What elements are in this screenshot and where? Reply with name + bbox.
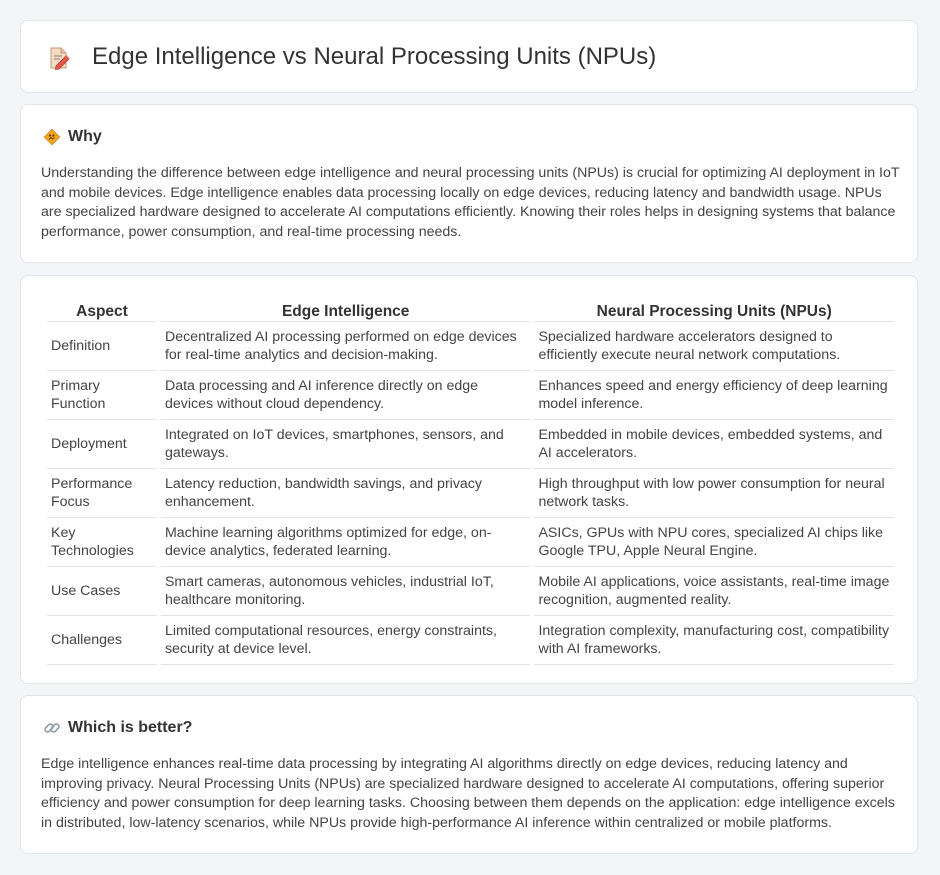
row-aspect: Deployment [47,420,157,469]
title-card [20,20,918,93]
why-section [20,104,918,263]
comparison-table-card [20,275,918,684]
row-edge-intelligence: Integrated on IoT devices, smartphones, sensors, and gateways. [161,420,531,469]
row-aspect: Use Cases [47,567,157,616]
page-title: Edge Intelligence vs Neural Processing Units (NPUs) [92,43,657,70]
header-npus: Neural Processing Units (NPUs) [534,296,894,322]
comparison-table [43,296,898,665]
document-pencil-icon [47,46,71,70]
row-edge-intelligence: Smart cameras, autonomous vehicles, industrial IoT, healthcare monitoring. [161,567,531,616]
header-aspect: Aspect [47,296,157,322]
why-heading: Why [68,128,102,145]
why-body: Understanding the difference between edge intelligence and neural processing units (NPUs) is crucial for optimizing AI deployment in IoT and mobile devices. Edge intelligence enables data processing locally on edge devices, reducing latency and bandwidth usage. NPUs are specialized hardware designed to accelerate AI computations efficiently. Knowing their roles helps in designing systems that balance performance, power consumption, and real-time processing needs. [41,165,900,240]
table-row [47,616,894,665]
row-edge-intelligence: Machine learning algorithms optimized for edge, on-device analytics, federated learning. [161,518,531,567]
header-edge-intelligence: Edge Intelligence [161,296,531,322]
table-row [47,469,894,518]
row-npus: Embedded in mobile devices, embedded systems, and AI accelerators. [534,420,894,469]
row-aspect: Key Technologies [47,518,157,567]
table-row [47,322,894,371]
row-aspect: Challenges [47,616,157,665]
warning-sign-icon [43,128,61,146]
link-icon [43,719,61,737]
row-edge-intelligence: Limited computational resources, energy constraints, security at device level. [161,616,531,665]
row-edge-intelligence: Latency reduction, bandwidth savings, and privacy enhancement. [161,469,531,518]
row-edge-intelligence: Decentralized AI processing performed on edge devices for real-time analytics and decision-making. [161,322,531,371]
row-npus: Enhances speed and energy efficiency of deep learning model inference. [534,371,894,420]
row-edge-intelligence: Data processing and AI inference directly on edge devices without cloud dependency. [161,371,531,420]
row-npus: Specialized hardware accelerators designed to efficiently execute neural network computations. [534,322,894,371]
table-row [47,371,894,420]
which-is-better-section [20,695,918,854]
better-body: Edge intelligence enhances real-time data processing by integrating AI algorithms directly on edge devices, reducing latency and improving privacy. Neural Processing Units (NPUs) are specialized hardware designed to accelerate AI computations, offering superior efficiency and power consumption for deep learning tasks. Choosing between them depends on the application: edge intelligence excels in distributed, low-latency scenarios, while NPUs provide high-performance AI inference within centralized or mobile platforms. [41,756,895,831]
better-heading: Which is better? [68,719,193,736]
row-aspect: Definition [47,322,157,371]
table-header-row [47,296,894,322]
row-aspect: Primary Function [47,371,157,420]
row-npus: Mobile AI applications, voice assistants, real-time image recognition, augmented reality. [534,567,894,616]
table-row [47,420,894,469]
table-row [47,518,894,567]
row-npus: High throughput with low power consumption for neural network tasks. [534,469,894,518]
row-npus: Integration complexity, manufacturing cost, compatibility with AI frameworks. [534,616,894,665]
row-npus: ASICs, GPUs with NPU cores, specialized AI chips like Google TPU, Apple Neural Engine. [534,518,894,567]
row-aspect: Performance Focus [47,469,157,518]
table-row [47,567,894,616]
